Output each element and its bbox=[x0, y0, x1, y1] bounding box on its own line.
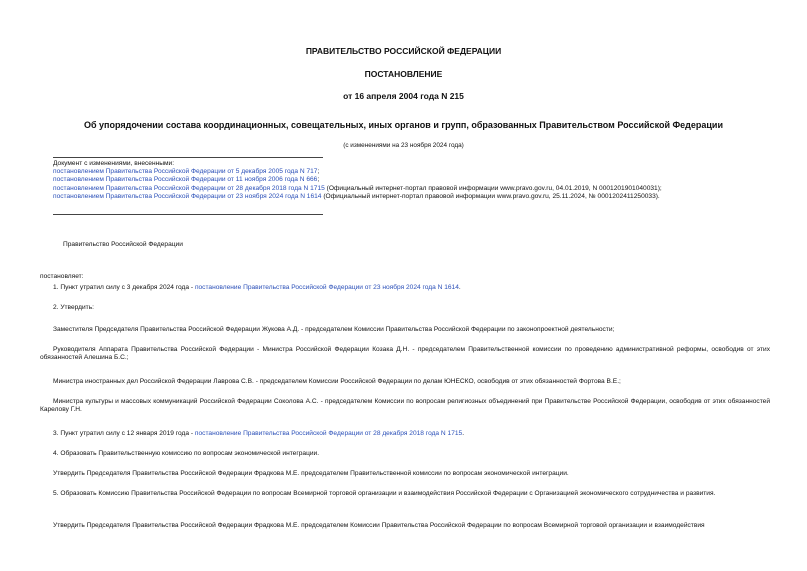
paragraph-3 bbox=[53, 430, 464, 438]
paragraph-2c: Министра иностранных дел Российской Федерации Лаврова С.В. - председателем Комиссии Российской Федерации по делам ЮНЕСКО, освободив от этих обязанностей Фортова В.Е.; bbox=[53, 378, 621, 385]
paragraph-1-text: 1. Пункт утратил силу с 3 декабря 2024 года - bbox=[53, 284, 195, 291]
change-tail: (Официальный интернет-портал правовой информации www.pravo.gov.ru, 04.01.2019, N 0001201901040031); bbox=[324, 184, 662, 192]
paragraph-1-end: . bbox=[458, 284, 461, 291]
paragraph-4: 4. Образовать Правительственную комиссию по вопросам экономической интеграции. bbox=[53, 450, 320, 457]
paragraph-5: 5. Образовать Комиссию Правительства Российской Федерации по вопросам Всемирной торговой организации и взаимодействия Российской Федерации с Организацией экономического сотрудничества и развития. bbox=[53, 490, 716, 497]
decides-line: постановляет: bbox=[40, 273, 84, 280]
paragraph-2: 2. Утвердить: bbox=[53, 304, 94, 311]
paragraph-1 bbox=[53, 284, 461, 292]
change-link[interactable]: постановлением Правительства Российской Федерации от 5 декабря 2005 года N 717 bbox=[53, 168, 318, 176]
top-divider bbox=[53, 157, 323, 158]
change-link[interactable]: постановлением Правительства Российской Федерации от 28 декабря 2018 года N 1715 bbox=[53, 184, 325, 192]
change-link[interactable]: постановлением Правительства Российской Федерации от 11 ноября 2006 года N 666 bbox=[53, 176, 318, 184]
document-title: Об упорядочении состава координационных, совещательных, иных органов и групп, образованных Правительством Российской Федерации bbox=[83, 120, 723, 130]
change-link[interactable]: постановлением Правительства Российской Федерации от 23 ноября 2024 года N 1614 bbox=[53, 192, 322, 200]
change-item bbox=[53, 185, 783, 193]
changes-intro: Документ с изменениями, внесенными: bbox=[53, 160, 175, 167]
changes-block bbox=[53, 160, 783, 201]
paragraph-2d: Министра культуры и массовых коммуникаций Российской Федерации Соколова А.С. - председателем Комиссии по вопросам религиозных объединений при Правительстве Российской Федерации, освободив от этих обязанностей Карелову Г.Н. bbox=[40, 398, 770, 414]
document-date: от 16 апреля 2004 года N 215 bbox=[343, 91, 464, 101]
change-tail: ; bbox=[317, 176, 320, 184]
change-tail: ; bbox=[317, 168, 320, 176]
paragraph-3-text: 3. Пункт утратил силу с 12 января 2019 года - bbox=[53, 430, 195, 437]
paragraph-3-end: . bbox=[462, 430, 465, 437]
document-type: ПОСТАНОВЛЕНИЕ bbox=[364, 69, 443, 79]
government-line: Правительство Российской Федерации bbox=[63, 241, 183, 248]
paragraph-2a: Заместителя Председателя Правительства Российской Федерации Жукова А.Д. - председателем Комиссии Правительства Российской Федерации по законопроектной деятельности; bbox=[53, 326, 615, 333]
paragraph-4a: Утвердить Председателя Правительства Российской Федерации Фрадкова М.Е. председателем Правительственной комиссии по вопросам экономической интеграции. bbox=[53, 470, 569, 477]
edition-note: (с изменениями на 23 ноября 2024 года) bbox=[343, 142, 464, 149]
paragraph-3-link[interactable]: постановление Правительства Российской Федерации от 28 декабря 2018 года N 1715 bbox=[194, 430, 463, 437]
change-item bbox=[53, 193, 783, 201]
bottom-divider bbox=[53, 214, 323, 215]
government-heading: ПРАВИТЕЛЬСТВО РОССИЙСКОЙ ФЕДЕРАЦИИ bbox=[305, 46, 502, 56]
paragraph-1-link[interactable]: постановление Правительства Российской Федерации от 23 ноября 2024 года N 1614 bbox=[194, 284, 459, 291]
paragraph-2b: Руководителя Аппарата Правительства Российской Федерации - Министра Российской Федерации Козака Д.Н. - председателем Правительственной комиссии по проведению административной реформы, освободив от этих обязанностей Алешина Б.С.; bbox=[40, 346, 770, 362]
paragraph-5a: Утвердить Председателя Правительства Российской Федерации Фрадкова М.Е. председателем Комиссии Правительства Российской Федерации по вопросам Всемирной торговой организации и взаимодействия bbox=[53, 522, 705, 529]
change-item bbox=[53, 176, 783, 184]
change-tail: (Официальный интернет-портал правовой информации www.pravo.gov.ru, 25.11.2024, № 0001202411250033). bbox=[321, 192, 660, 200]
